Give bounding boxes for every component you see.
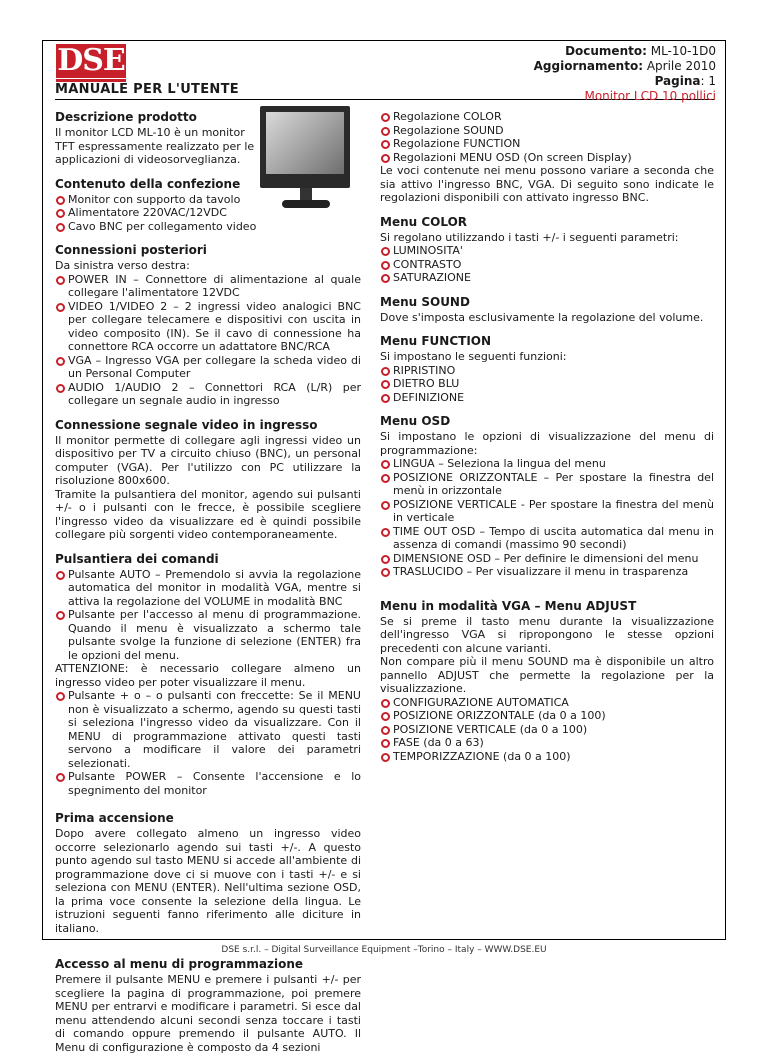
section-vga: [380, 599, 714, 764]
list-item: POSIZIONE VERTICALE - Per spostare la finestra del menù in verticale: [380, 498, 714, 525]
section-title: Menu SOUND: [380, 294, 470, 309]
function-list: [380, 364, 714, 405]
section-text: Le voci contenute nei menu possono variare a seconda che sia attivo l'ingresso BNC, VGA. Di seguito sono indicate le regolazioni disponibili con attivato ingresso BNC.: [380, 164, 714, 204]
dse-logo: DSE: [57, 43, 125, 78]
list-item: Pulsante per l'accesso al menu di programmazione. Quando il menu è visualizzato a schermo tale pulsante svolge la funzione di selezione (ENTER) fra le opzioni del menu.: [55, 608, 361, 662]
list-item: Regolazione SOUND: [380, 124, 714, 138]
list-item: LUMINOSITA': [380, 244, 714, 258]
list-item: TRASLUCIDO – Per visualizzare il menu in trasparenza: [380, 565, 714, 579]
list-item: CONFIGURAZIONE AUTOMATICA: [380, 696, 714, 710]
section-text: Si impostano le opzioni di visualizzazione del menu di programmazione:: [380, 430, 714, 457]
section-sound: [380, 295, 714, 325]
contenuto-list: [55, 193, 361, 234]
section-descrizione: [55, 110, 255, 167]
list-item: Pulsante POWER – Consente l'accensione e lo spegnimento del monitor: [55, 770, 361, 797]
list-item: Regolazione COLOR: [380, 110, 714, 124]
section-title: Contenuto della confezione: [55, 176, 241, 191]
list-item: DIETRO BLU: [380, 377, 714, 391]
section-text: Premere il pulsante MENU e premere i pulsanti +/- per scegliere la pagina di programmazione, poi premere MENU per entrarvi e modificare i parametri. Si esce dal menu attendendo alcuni secondi senza toccare i tasti di comando oppure premendo il pulsante AUTO. Il Menu di configurazione è composto da 4 sezioni: [55, 973, 361, 1054]
aggiornamento-label: Aggiornamento:: [533, 59, 643, 73]
list-item: Monitor con supporto da tavolo: [55, 193, 361, 207]
section-title: Menu FUNCTION: [380, 334, 492, 348]
section-title: Connessione segnale video in ingresso: [55, 417, 318, 432]
list-item: CONTRASTO: [380, 258, 714, 272]
list-item: SATURAZIONE: [380, 271, 714, 285]
section-text: Da sinistra verso destra:: [55, 259, 190, 272]
section-accesso: [55, 957, 361, 1054]
osd-list: [380, 457, 714, 579]
aggiornamento-value: Aprile 2010: [646, 59, 716, 73]
section-title: Menu COLOR: [380, 214, 468, 229]
section-title: Pulsantiera dei comandi: [55, 551, 219, 566]
section-text: Non compare più il menu SOUND ma è disponibile un altro pannello ADJUST che permette la regolazione per la visualizzazione.: [380, 655, 714, 695]
section-color: [380, 215, 714, 285]
section-title: Descrizione prodotto: [55, 110, 197, 124]
section-title: Accesso al menu di programmazione: [55, 957, 304, 971]
attenzione-text: ATTENZIONE: è necessario collegare almeno un ingresso video per poter visualizzare il menu.: [55, 662, 361, 689]
list-item: TEMPORIZZAZIONE (da 0 a 100): [380, 750, 714, 764]
list-item: POSIZIONE ORIZZONTALE (da 0 a 100): [380, 709, 714, 723]
section-title: Connessioni posteriori: [55, 243, 207, 257]
section-text: Tramite la pulsantiera del monitor, agendo sui pulsanti +/- o i pulsanti con le frecce, è possibile scegliere l'ingresso video da visualizzare ed è quindi possibile collegare più sorgenti video contemporaneamente.: [55, 487, 361, 541]
section-overview: [380, 110, 714, 205]
list-item: RIPRISTINO: [380, 364, 714, 378]
list-item: TIME OUT OSD – Tempo di uscita automatica dal menu in assenza di comandi (massimo 90 secondi): [380, 525, 714, 552]
document-info: [534, 44, 716, 104]
list-item: Regolazioni MENU OSD (On screen Display): [380, 151, 714, 165]
page-footer: DSE s.r.l. – Digital Surveillance Equipment –Torino – Italy – WWW.DSE.EU: [221, 945, 547, 955]
section-function: [380, 334, 714, 404]
section-title: Menu OSD: [380, 414, 451, 428]
connessioni-list: [55, 273, 361, 408]
list-item: VGA – Ingresso VGA per collegare la scheda video di un Personal Computer: [55, 354, 361, 381]
section-text: Si regolano utilizzando i tasti +/- i seguenti parametri:: [380, 230, 679, 244]
list-item: Pulsante + o – o pulsanti con freccette: Se il MENU non è visualizzato a schermo, agendo su questi tasti si seleziona l'ingresso video da visualizzare. Con il MENU di programmazione attivato questi tasti servono a modificare il valore dei parametri selezionati.: [55, 689, 361, 770]
list-item: DIMENSIONE OSD – Per definire le dimensioni del menu: [380, 552, 714, 566]
list-item: POSIZIONE ORIZZONTALE – Per spostare la finestra del menù in orizzontale: [380, 471, 714, 498]
list-item: Regolazione FUNCTION: [380, 137, 714, 151]
section-pulsantiera: [55, 552, 361, 798]
pagina-label: Pagina: [654, 74, 701, 88]
list-item: Alimentatore 220VAC/12VDC: [55, 206, 361, 220]
list-item: DEFINIZIONE: [380, 391, 714, 405]
vga-list: [380, 696, 714, 764]
section-title: Prima accensione: [55, 811, 174, 825]
right-column: [380, 110, 714, 773]
list-item: POWER IN – Connettore di alimentazione al quale collegare l'alimentatore 12VDC: [55, 273, 361, 300]
section-title: Menu in modalità VGA – Menu ADJUST: [380, 598, 637, 613]
section-text: Il monitor permette di collegare agli ingressi video un dispositivo per TV a circuito chiuso (BNC), un personal computer (VGA). Per l'utilizzo con PC utilizzare la risoluzione 800x600.: [55, 433, 361, 487]
manual-title: MANUALE PER L'UTENTE: [55, 82, 239, 97]
list-item: VIDEO 1/VIDEO 2 – 2 ingressi video analogici BNC per collegare telecamere e dispositivi con uscita in video composito (IN). Se il cavo di connessione ha connettore RCA occorre un adattatore BNC/RCA: [55, 300, 361, 354]
section-text: Dopo avere collegato almeno un ingresso video occorre selezionarlo agendo sui tasti +/-. A questo punto agendo sul tasto MENU si accede all'ambiente di programmazione dove ci si muove con i tasti +/- e si seleziona con MENU (ENTER). Nell'ultima sezione OSD, la prima voce consente la selezione della lingua. Le istruzioni seguenti fanno riferimento alle diciture in italiano.: [55, 827, 361, 935]
list-item: AUDIO 1/AUDIO 2 – Connettori RCA (L/R) per collegare un segnale audio in ingresso: [55, 381, 361, 408]
section-segnale: [55, 418, 361, 542]
list-item: POSIZIONE VERTICALE (da 0 a 100): [380, 723, 714, 737]
section-text: Se si preme il tasto menu durante la visualizzazione dell'ingresso VGA si ripropongono le stesse opzioni precedenti con alcune varianti.: [380, 614, 714, 655]
pulsantiera-list-2: [55, 689, 361, 797]
pagina-value: : 1: [700, 74, 716, 88]
section-text: Dove s'imposta esclusivamente la regolazione del volume.: [380, 310, 704, 324]
documento-value: ML-10-1D0: [650, 44, 716, 58]
left-column: [55, 110, 361, 1064]
product-name: Monitor LCD 10 pollici: [584, 89, 716, 103]
list-item: LINGUA – Seleziona la lingua del menu: [380, 457, 714, 471]
list-item: FASE (da 0 a 63): [380, 736, 714, 750]
section-prima: [55, 811, 361, 935]
pulsantiera-list: [55, 568, 361, 663]
list-item: Pulsante AUTO – Premendolo si avvia la regolazione automatica del monitor in modalità VGA, mentre si attiva la regolazione del VOLUME in modalità BNC: [55, 568, 361, 609]
color-list: [380, 244, 714, 285]
section-connessioni: [55, 243, 361, 408]
sections-list: [380, 110, 714, 164]
section-text: Il monitor LCD ML-10 è un monitor TFT espressamente realizzato per le applicazioni di videosorveglianza.: [55, 126, 255, 166]
documento-label: Documento:: [565, 44, 647, 58]
section-text: Si impostano le seguenti funzioni:: [380, 350, 567, 363]
section-contenuto: [55, 177, 361, 234]
list-item: Cavo BNC per collegamento video: [55, 220, 361, 234]
section-osd: [380, 414, 714, 579]
